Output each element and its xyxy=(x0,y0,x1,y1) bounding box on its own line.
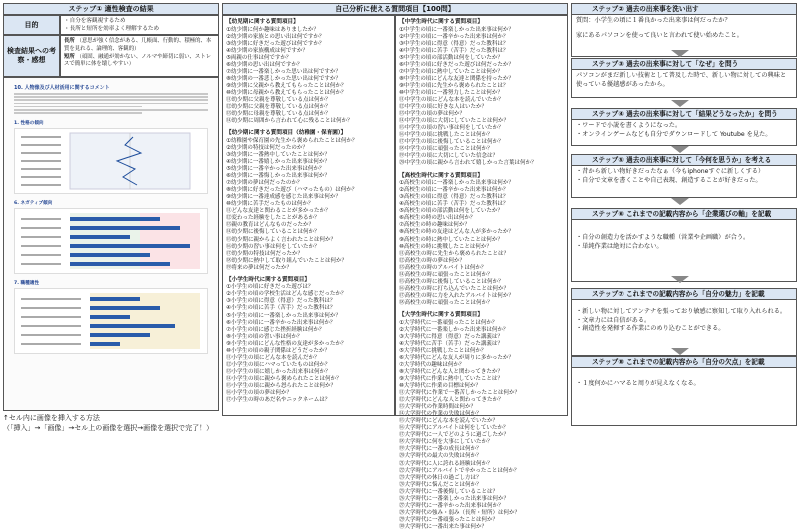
step5-block xyxy=(571,154,797,198)
question-item: ⑦小学生の頃に感じた挫折経験は何か？ xyxy=(226,326,325,333)
step6-header[interactable]: ステップ⑥ これまでの記載内容から「企業選びの軸」を記載 xyxy=(571,208,797,220)
step5-cell[interactable] xyxy=(571,166,797,198)
question-item: ⑤高校生の頃の部活動は何をしていたか？ xyxy=(399,208,503,215)
question-item: ②大学時代に一番楽しかった出来事は何か？ xyxy=(399,326,509,333)
weakness-line xyxy=(64,54,215,70)
question-item: ⑦幼少期の夢は何だったのか？ xyxy=(226,180,303,187)
step8-header[interactable]: ステップ⑧ これまでの記載内容から「自分の欠点」を記載 xyxy=(571,356,797,368)
question-item: ⑮小学生の頃に親から怒られたことは何か？ xyxy=(226,382,337,389)
eval-cell[interactable] xyxy=(60,35,219,77)
question-item: ④小学生の頃に苦手（苦手）だった教科は？ xyxy=(226,305,336,312)
question-item: ⑫変わった経験をしたことがあるか？ xyxy=(226,215,320,222)
question-item: ③小学生の頃に得意（得意）だった教科は？ xyxy=(226,298,336,305)
strength-line xyxy=(64,38,215,54)
question-item: ①幼少期に何か趣味はありましたか？ xyxy=(226,26,319,33)
step4-header[interactable]: ステップ④ 過去の出来事に対して「結果どうなったか」を問う xyxy=(571,108,797,120)
image-section-title: 1. 性格の傾向 xyxy=(14,120,44,126)
question-item: ⑦高校生の時の趣味は何か？ xyxy=(399,222,470,229)
step6-block xyxy=(571,208,797,282)
job-aptitude-graphic xyxy=(15,289,209,353)
question-item: ⑫中学生の頃に好きな人はいたか？ xyxy=(399,104,488,111)
weakness-text: （頑固、融通が効かない、ノルマや締切に弱い、ストレスで簡単に体を壊しやすい） xyxy=(64,53,212,68)
step4-cell[interactable] xyxy=(571,120,797,146)
personality-chart-graphic xyxy=(15,129,209,193)
question-item: ④高校生の頃に苦手（苦手）だった教科は？ xyxy=(399,201,509,208)
question-item: ⑬幼少期に母親を尊敬している点は何か？ xyxy=(226,111,331,118)
image-text-line xyxy=(14,112,142,114)
question-item: ⑤大学時代に挑戦したことは何か？ xyxy=(399,347,487,354)
step7-block xyxy=(571,288,797,356)
question-item: ⑰中学生の頃に後悔していることは何か？ xyxy=(399,139,504,146)
question-item: ③幼少期に好きだった遊びは何ですか？ xyxy=(226,40,325,47)
question-item: ⑪どんな友達と関わることが多かったか？ xyxy=(226,208,331,215)
question-item: ②中学生の頃に一番辛かった出来事は何か？ xyxy=(399,33,509,40)
question-item: ㉖大学時代に一番楽しかった出来事は何か？ xyxy=(399,495,510,502)
question-item: ㉚大学時代に一番出来た事は何か？ xyxy=(399,523,488,530)
image-text-line xyxy=(14,109,208,111)
question-item: ⑪幼少期に父親を尊敬している点は何か？ xyxy=(226,97,331,104)
question-item: ②幼少期の家族との思い出は何ですか？ xyxy=(226,33,325,40)
negative-chart xyxy=(14,208,208,274)
question-item: ⑫高校生の時の夢は何か？ xyxy=(399,257,466,264)
question-item: ⑱大学時代に何を大事にしていたか？ xyxy=(399,439,493,446)
question-item: ⑩小学生の頃の親子関係はどうだったか？ xyxy=(226,347,330,354)
step3-header[interactable]: ステップ③ 過去の出来事に対して「なぜ」を問う xyxy=(571,58,797,70)
question-item: ⑨高校生の時に熱中していたことは何か？ xyxy=(399,236,503,243)
question-item: ⑩幼少期に母親から教えてもらったことは何か？ xyxy=(226,90,347,97)
question-item: ㉔大学時代に悩んだことは何か？ xyxy=(399,481,482,488)
job-aptitude-chart xyxy=(14,288,208,354)
note-line: ↑セル内に画像を挿入する方法 xyxy=(3,414,100,422)
question-item: ⑪高校生の時に先生から褒められたことは？ xyxy=(399,250,510,257)
question-item: ⑮高校生の時に後悔していることは何か？ xyxy=(399,278,504,285)
question-item: ④大学時代に苦手（苦手）だった講義は？ xyxy=(399,340,503,347)
question-item: ④幼少期に一番嬉しかった出来事は何か？ xyxy=(226,158,330,165)
question-item: ⑯幼少期の習い事は何をしていたか？ xyxy=(226,243,320,250)
question-item: ⑫小学生の頃にハマっていたものは何か？ xyxy=(226,361,331,368)
test-result-image[interactable] xyxy=(3,77,219,411)
question-item: ㉙大学時代に一番頑張ったことは何か？ xyxy=(399,516,499,523)
question-item: ⑧幼少期に好きだった遊び（ハマったもの）は何か？ xyxy=(226,187,358,194)
question-item: ⑥大学時代にどんな友人が周りに多かったか？ xyxy=(399,354,514,361)
question-item: ⑤中学生の頃の部活動は何をしていたか？ xyxy=(399,54,503,61)
step4-line: ・ワードで小説を書くようになった。 xyxy=(576,122,682,129)
question-item: ③大学時代に得意（得意）だった講義は？ xyxy=(399,333,503,340)
question-item: ⑯高校生の時に打ち込んでいたことは何か？ xyxy=(399,285,510,292)
question-section-title: 【高校生時代に関する質問項目】 xyxy=(399,172,483,179)
question-item: ⑩中学生の頃に一番努力したことは何か？ xyxy=(399,90,503,97)
step3-cell[interactable] xyxy=(571,70,797,98)
step7-line: ・文章力には自信がある。 xyxy=(576,316,651,324)
step2-question: 質問：小学生の頃に１番良かった出来事は何だったか？ xyxy=(576,17,731,24)
question-item: ②高校生の頃に一番辛かった出来事は何か？ xyxy=(399,187,509,194)
question-item: ⑭幼少期に後悔していることは何か？ xyxy=(226,229,320,236)
step4-block xyxy=(571,108,797,146)
weakness-label: 短所 xyxy=(64,53,75,60)
step5-header[interactable]: ステップ⑤ 過去の出来事に対して「今何を思うか」を考える xyxy=(571,154,797,166)
question-item: ①大学時代に一番頑張ったことは何か？ xyxy=(399,319,498,326)
question-item: ⑬中学生の頃の夢は何か？ xyxy=(399,111,466,118)
step8-block xyxy=(571,356,797,426)
strength-label: 長所 xyxy=(64,38,75,44)
step7-line: ・新しい物に対してアンテナを張っており敏感に察知して取り入れられる。 xyxy=(576,308,787,315)
step4-line: ・オンラインゲームなども自分でダウンロードして Youtube を見た。 xyxy=(576,130,772,138)
question-item: ⑯小学生の頃の夢は何か？ xyxy=(226,390,293,397)
question-item: ⑥幼少期の思い出は何ですか？ xyxy=(226,61,303,68)
down-arrow-icon xyxy=(671,276,689,283)
step3-block xyxy=(571,58,797,98)
down-arrow-icon xyxy=(671,146,689,153)
question-item: ⑱中学生の頃に頑張ったことは何か？ xyxy=(399,146,493,153)
question-item: ⑦中学生の頃に熱中していたことは何か？ xyxy=(399,68,503,75)
question-item: ②幼少期の特技は何だったのか？ xyxy=(226,144,308,151)
questions-column-right[interactable] xyxy=(395,15,568,530)
question-item: ⑤小学生の頃に一番楽しかった出来事は何か？ xyxy=(226,312,341,319)
question-item: ⑭幼少期に周囲から言われて心に残ることは何か？ xyxy=(226,118,353,125)
purpose-cell[interactable] xyxy=(60,15,219,35)
down-arrow-icon xyxy=(671,198,689,205)
step2-answer: 家にあるパソコンを使って良いと言われて使い始めたこと。 xyxy=(576,31,743,39)
question-item: ⑲中学生の頃に大切にしていた信念は？ xyxy=(399,153,499,160)
step2-header[interactable]: ステップ② 過去の出来事を洗い出す xyxy=(571,3,797,15)
step6-line: ・単純作業は絶対に合わない。 xyxy=(576,242,663,250)
question-item: ⑪小学生の頃にどんな本を読んだか？ xyxy=(226,354,320,361)
section-gap xyxy=(399,168,564,172)
question-section-title: 【小学生時代に関する質問項目】 xyxy=(226,276,310,283)
question-item: ⑰幼少期の特技は何だったか？ xyxy=(226,250,304,257)
questions-header[interactable]: 自己分析に使える質問項目【100問】 xyxy=(222,3,568,15)
question-item: ㉒大学時代にアルバイトで辛かったことは何か？ xyxy=(399,467,520,474)
questions-column-left[interactable] xyxy=(222,15,395,416)
question-item: ①高校生の頃に一番楽しかった出来事は何か？ xyxy=(399,180,514,187)
question-item: ⑯大学時代にアルバイトは何をしていたか？ xyxy=(399,425,509,432)
image-title: 10. 人物像及び人材活用に関するコメント xyxy=(14,85,110,91)
question-item: ⑥中学生の頃に好きだった遊びは何だったか？ xyxy=(399,61,514,68)
question-item: ③高校生の頃に得意（得意）だった教科は？ xyxy=(399,194,509,201)
question-item: ①小学生の頃に好きだった遊びは？ xyxy=(226,284,314,291)
question-item: ⑭大学時代の作業の失敗は何か？ xyxy=(399,411,482,418)
down-arrow-icon xyxy=(671,50,689,57)
down-arrow-icon xyxy=(671,348,689,355)
eval-label[interactable]: 検査結果への考察・感想 xyxy=(3,35,60,77)
question-item: ⑥小学生の頃に一番辛かった出来事は何か？ xyxy=(226,319,336,326)
question-section-title: 【大学生時代に関する質問項目】 xyxy=(399,311,483,318)
question-item: ⑧幼少期の一番悲しかった思い出は何ですか？ xyxy=(226,75,341,82)
image-text-line xyxy=(14,106,142,108)
question-item: ⑨大学時代に作業に熱中していたことは？ xyxy=(399,375,503,382)
question-item: ⑮大学時代にどんな本を読んでいたか？ xyxy=(399,418,499,425)
step8-cell[interactable] xyxy=(571,368,797,426)
question-item: ⑩大学時代に作業の目標は何か？ xyxy=(399,382,481,389)
image-text-line xyxy=(14,103,208,105)
step6-cell[interactable] xyxy=(571,220,797,282)
question-item: ⑦幼少期に一番楽しかった思い出は何ですか？ xyxy=(226,68,341,75)
question-item: ⑧大学時代にどんな人と関わってきたか？ xyxy=(399,368,503,375)
question-section-title: 【幼少期に関する質問項目（幼稚園・保育園）】 xyxy=(226,130,347,137)
question-item: ⑯中学生の頃に挑戦したことは何か？ xyxy=(399,132,493,139)
question-item: ⑧小学生の頃の習い事は何か？ xyxy=(226,333,303,340)
question-item: ㉘大学時代の強み・弱み（長所・短所）は何か？ xyxy=(399,509,521,516)
step3-answer: パソコンがまだ新しい技術として普及した時で、新しい物に対しての興味と使っている優越感があったから。 xyxy=(576,72,787,88)
question-item: ⑮中学生の頃の習い事は何をしていたか？ xyxy=(399,125,504,132)
question-item: ⑳大学時代の最大の失敗は何か？ xyxy=(399,453,482,460)
question-item: ⑧高校生の時の友達はどんな人が多かったか？ xyxy=(399,229,514,236)
step2-block xyxy=(571,3,797,57)
question-item: ⑩高校生の時に挑戦したことは何か？ xyxy=(399,243,492,250)
insert-image-note xyxy=(3,413,403,433)
question-item: ⑭小学生の頃に親から褒められたことは何か？ xyxy=(226,375,342,382)
question-item: ⑨幼少期に父親から教えてもらったことは何か？ xyxy=(226,82,347,89)
strength-text: （意思が強く信念がある、几帳面、行動的、積極的、本質を見れる、論理的、客観的） xyxy=(64,38,212,52)
step5-line: ・自分で文章を書くことや自己表現、創造することが好きだった。 xyxy=(576,176,762,184)
step7-header[interactable]: ステップ⑦ これまでの記載内容から「自分の魅力」を記載 xyxy=(571,288,797,300)
question-item: ⑱幼少期に熱中して取り組んでいたことは何か？ xyxy=(226,257,348,264)
negative-chart-graphic xyxy=(15,209,209,273)
question-item: ⑥幼少期に一番悔しかった出来事は何か？ xyxy=(226,173,330,180)
question-item: ⑨小学生の頃にどんな性格の友達が多かったか？ xyxy=(226,340,347,347)
question-item: ④中学生の頃に苦手（苦手）だった教科は？ xyxy=(399,47,509,54)
step7-line: ・創造性を発揮する作業にのめり込むことができる。 xyxy=(576,325,725,332)
purpose-line: ・長所と短所を効率よく理解するため xyxy=(64,26,160,32)
question-item: ⑧中学生の頃にどんな友達と関係を持ったか？ xyxy=(399,75,514,82)
question-section-title: 【幼児期に関する質問項目】 xyxy=(226,19,299,25)
down-arrow-icon xyxy=(671,100,689,107)
step6-line: ・自分の創造力を活かすような職種（営業や企画職）が合う。 xyxy=(576,234,750,241)
question-item: ②小学生の頃の学校生活はどんな感じだったか？ xyxy=(226,291,347,298)
purpose-line: ・自分を客観視するため xyxy=(64,18,126,24)
question-item: ③中学生の頃に得意（得意）だった教科は？ xyxy=(399,40,509,47)
question-item: ⑪大学時代に作業で一番苦しかったことは何か？ xyxy=(399,390,521,397)
step5-line: ・昔から新しい物好きだったなぁ（今もiphoneすぐに新しくする） xyxy=(576,168,765,175)
image-text-line xyxy=(14,99,208,101)
purpose-label[interactable]: 目的 xyxy=(3,15,60,35)
personality-chart xyxy=(14,128,208,194)
question-item: ⑫幼少期に父親を尊敬している点は何か？ xyxy=(226,104,331,111)
question-item: ⑬大学時代の作業時間は何か？ xyxy=(399,404,477,411)
question-item: ㉓大学時代の休日の過ごし方は？ xyxy=(399,474,482,481)
image-section-title: 7. 職種適性 xyxy=(14,280,39,286)
question-item: ⑭中学生の頃に大切にしていたことは何か？ xyxy=(399,118,510,125)
question-item: ⑮幼少期に親からよく言われたことは何か？ xyxy=(226,236,337,243)
question-item: ⑲将来の夢は何だったか？ xyxy=(226,264,293,271)
section-gap xyxy=(399,307,564,311)
question-item: ⑨幼少期に一番達成感を感じた出来事は何か？ xyxy=(226,194,341,201)
question-item: ⑰高校生の時に力を入れたアルバイトは何か？ xyxy=(399,292,514,299)
question-section-title: 【中学生時代に関する質問項目】 xyxy=(399,19,483,25)
question-item: ⑤幼少期に一番辛かった出来事は何か？ xyxy=(226,166,325,173)
question-item: ①中学生の頃に一番楽しかった出来事は何か？ xyxy=(399,26,514,33)
section-gap xyxy=(226,272,391,276)
question-item: ㉕大学時代に一番後悔していることは？ xyxy=(399,488,499,495)
question-item: ⑬親の教育はどんなものだったか？ xyxy=(226,222,315,229)
question-item: ⑱高校生の時に頑張ったことは何か？ xyxy=(399,299,493,306)
question-item: ⑬高校生の時のアルバイトは何か？ xyxy=(399,264,487,271)
question-item: ⑲大学時代に一番の成長は何か？ xyxy=(399,446,482,453)
section-gap xyxy=(226,125,391,129)
image-section-title: 6. ネガティブ傾向 xyxy=(14,200,53,206)
question-item: ⑭高校生の時に頑張ったことは何か？ xyxy=(399,271,493,278)
question-item: ⑨中学生の頃に先生から褒められたことは？ xyxy=(399,82,509,89)
question-item: ⑫大学時代にどんな人と関わってきたか？ xyxy=(399,397,504,404)
question-item: ⑦大学時代の趣味は何か？ xyxy=(399,361,465,368)
image-text-line xyxy=(14,93,208,95)
image-text-line xyxy=(14,96,208,98)
question-item: ④幼少期の家族構成は何ですか？ xyxy=(226,47,308,54)
step8-line: ・１度何かにハマると周りが見えなくなる。 xyxy=(576,380,700,387)
question-item: ㉗大学時代に一番辛かった出来事は何か？ xyxy=(399,502,504,509)
question-item: ⑩幼少期に苦手だったものは何か？ xyxy=(226,201,314,208)
question-item: ⑥高校生の時の思い出は何か？ xyxy=(399,215,476,222)
question-item: ⑤両親の仕事は何ですか？ xyxy=(226,54,292,61)
question-item: ①幼稚園や保育園の先生から褒められたことは何か？ xyxy=(226,137,358,144)
note-line: （「挿入」→「画像」→セル上の画像を選択→画像を選択で完了！） xyxy=(3,424,214,432)
question-item: ③幼少期に一番熱中していたことは何か？ xyxy=(226,151,330,158)
step1-header[interactable]: ステップ① 適性検査の結果 xyxy=(3,3,219,15)
question-item: ⑪中学生の頃にどんな本を読んでいたか？ xyxy=(399,97,504,104)
question-item: ⑰小学生の時のあだ名やニックネームは？ xyxy=(226,397,331,404)
question-item: ㉑大学時代に人に誇れる経験は何か？ xyxy=(399,460,493,467)
question-item: ⑳中学生の頃に親から言われて嬉しかった言葉は何か？ xyxy=(399,160,537,167)
question-item: ⑬小学生の頃に嬉しかった出来事は何か？ xyxy=(226,368,331,375)
question-item: ⑰大学時代に一人でどのように過ごしたか？ xyxy=(399,432,510,439)
